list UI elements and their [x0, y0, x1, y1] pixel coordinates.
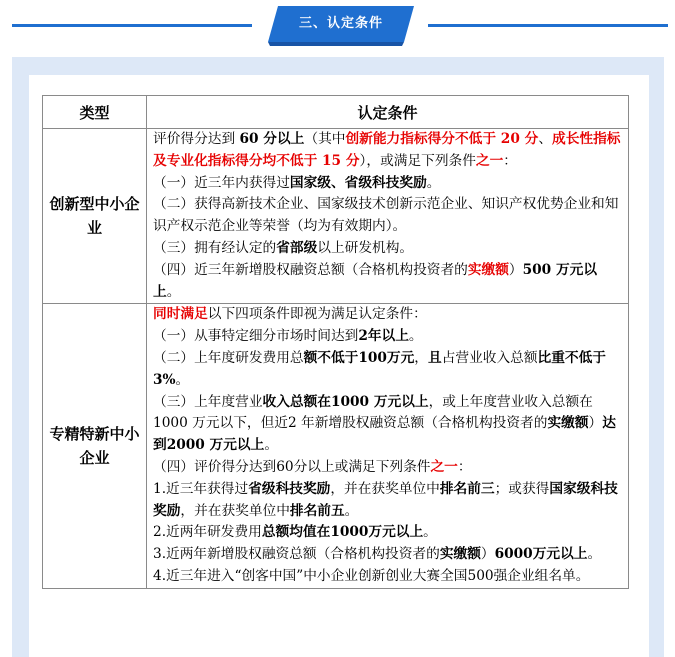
- text-segment: 。: [175, 371, 190, 388]
- text-segment: （其中: [304, 131, 346, 147]
- text-segment: 2年以上: [358, 328, 409, 345]
- text-segment: 。: [426, 174, 441, 191]
- text-segment: 以下四项条件即视为满足认定条件：: [207, 306, 427, 323]
- condition-item: [153, 479, 624, 523]
- conditions-cell-specialized: [147, 304, 629, 588]
- text-segment: （四）近三年新增股权融资总额（合格机构投资者的: [153, 261, 468, 278]
- text-segment: 实缴额: [467, 261, 509, 278]
- type-cell-innovative: 创新型中小企业: [43, 129, 147, 304]
- text-segment: 实缴额: [547, 415, 589, 432]
- table-header-row: [43, 96, 629, 129]
- condition-item: [153, 544, 624, 566]
- text-segment: 20 分: [500, 131, 539, 147]
- text-segment: 。: [166, 283, 181, 300]
- text-segment: 60 分以上: [239, 131, 305, 147]
- header-divider-left: [12, 24, 252, 27]
- text-segment: ）: [508, 261, 523, 278]
- text-segment: 6000万元以上: [494, 546, 588, 563]
- conditions-cell-innovative: [147, 129, 629, 304]
- text-segment: 省部级: [276, 239, 318, 256]
- text-segment: 。: [408, 328, 423, 345]
- text-segment: ，并在获奖单位中: [330, 480, 440, 497]
- text-segment: （一）近三年内获得过: [153, 174, 290, 191]
- section-title: 三、认定条件: [298, 16, 383, 31]
- condition-item: [153, 173, 624, 195]
- condition-item: [153, 392, 624, 457]
- table-row: [43, 129, 629, 304]
- text-segment: ）: [480, 546, 495, 563]
- text-segment: 成长性指标及专业化指标得分均不低于: [153, 131, 621, 169]
- text-segment: 、: [538, 131, 553, 147]
- text-segment: 排名前三: [439, 480, 495, 497]
- text-segment: 且: [427, 349, 442, 366]
- text-segment: 创新能力指标得分不低于: [345, 131, 501, 147]
- text-segment: 国家级科技奖励: [153, 480, 618, 519]
- text-segment: 达到2000 万元以上: [153, 415, 616, 454]
- text-segment: 。: [264, 437, 279, 454]
- type-cell-specialized: 专精特新中小企业: [43, 304, 147, 588]
- condition-item: [153, 566, 624, 588]
- text-segment: 比重不低于3%: [153, 349, 606, 388]
- condition-item: [153, 326, 624, 348]
- text-segment: ；或获得: [494, 480, 550, 497]
- text-segment: 之一: [430, 458, 458, 475]
- text-segment: 总额均值在1000万元以上: [261, 524, 424, 541]
- table-row: [43, 304, 629, 588]
- text-segment: 评价得分达到: [153, 131, 240, 147]
- criteria-table: [42, 95, 629, 589]
- text-segment: 4.近三年进入“创客中国”中小企业创新创业大赛全国500强企业组名单。: [153, 567, 590, 584]
- text-segment: 15 分: [322, 152, 360, 169]
- condition-item: [153, 348, 624, 392]
- text-segment: 3.近两年新增股权融资总额（合格机构投资者的: [153, 546, 440, 563]
- text-segment: 排名前五: [289, 502, 345, 519]
- text-segment: （一）从事特定细分市场时间达到: [153, 328, 359, 345]
- text-segment: 实缴额: [439, 546, 481, 563]
- condition-item: [153, 238, 624, 260]
- text-segment: （二）获得高新技术企业、国家级技术创新示范企业、知识产权优势企业和知识产权示范企业等荣誉（均为有效期内）。: [153, 196, 619, 235]
- text-segment: ），或满足下列条件: [359, 152, 476, 169]
- text-segment: 2.近两年研发费用: [153, 524, 262, 541]
- text-segment: ：: [457, 458, 472, 475]
- text-segment: 同时满足: [153, 306, 208, 323]
- text-segment: 以上研发机构。: [317, 239, 414, 256]
- header-divider-right: [428, 24, 668, 27]
- condition-intro: [153, 129, 624, 173]
- text-segment: （三）拥有经认定的: [153, 239, 277, 256]
- text-segment: ）: [588, 415, 603, 432]
- text-segment: ，并在获奖单位中: [180, 502, 290, 519]
- section-banner: [268, 6, 414, 44]
- text-segment: 500 万元以上: [153, 261, 598, 300]
- text-segment: 占营业收入总额: [441, 349, 538, 366]
- text-segment: ：: [503, 152, 517, 169]
- text-segment: （二）上年度研发费用总: [153, 349, 304, 366]
- condition-item: [153, 260, 624, 304]
- column-header-type: 类型: [43, 96, 147, 129]
- text-segment: 1.近三年获得过: [153, 480, 249, 497]
- text-segment: 。: [344, 502, 359, 519]
- condition-item: [153, 194, 624, 238]
- condition-intro: [153, 304, 624, 326]
- text-segment: （三）上年度营业: [153, 393, 263, 410]
- column-header-conditions: 认定条件: [147, 96, 629, 129]
- condition-item: [153, 457, 624, 479]
- text-segment: 省级科技奖励: [248, 480, 331, 497]
- text-segment: ，: [414, 349, 428, 366]
- text-segment: 收入总额在1000 万元以上: [262, 393, 429, 410]
- text-segment: （四）评价得分达到60分以上或满足下列条件: [153, 458, 431, 475]
- text-segment: ，或上年度营业收入总额在1000 万元以下，但近2 年新增股权融资总额（合格机构投资者的: [153, 393, 593, 432]
- text-segment: 额不低于100万元: [303, 349, 415, 366]
- text-segment: 之一: [475, 152, 504, 169]
- condition-item: [153, 522, 624, 544]
- text-segment: 。: [587, 546, 602, 563]
- text-segment: 。: [423, 524, 437, 541]
- text-segment: 国家级、省级科技奖励: [289, 174, 427, 191]
